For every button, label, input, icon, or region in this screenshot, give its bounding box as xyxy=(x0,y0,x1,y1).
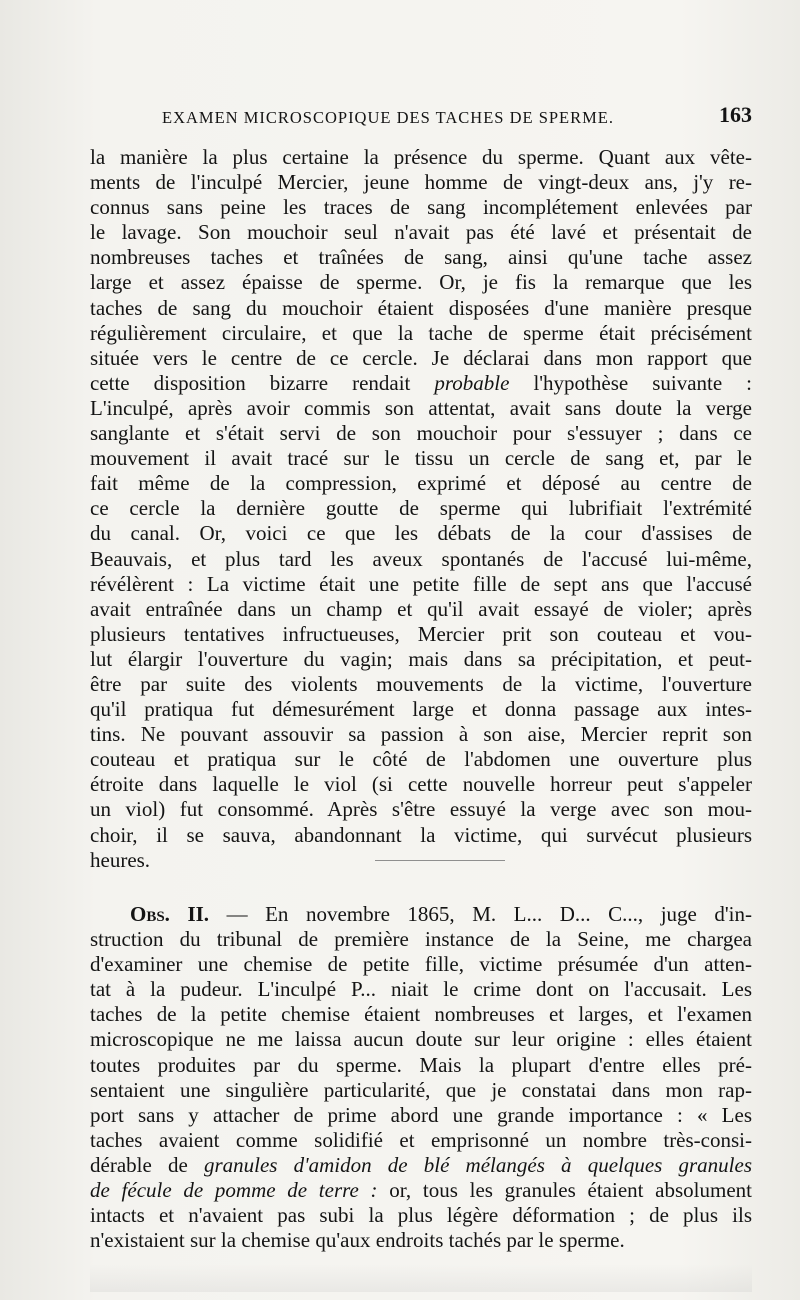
page-number: 163 xyxy=(719,102,752,127)
italic-phrase: granules d'amidon de blé mélangés à quelques granules xyxy=(203,1152,753,1177)
text-line: struction du tribunal de première instance de la Seine, me chargea xyxy=(90,927,752,952)
text-line-with-italic xyxy=(90,371,752,396)
text-line: un viol) fut consommé. Après s'être essuyé la verge avec son mou- xyxy=(90,797,752,822)
text-line: lut élargir l'ouverture du vagin; mais dans sa précipitation, et peut- xyxy=(90,646,752,671)
running-header xyxy=(90,100,752,132)
body-text xyxy=(90,145,752,873)
text-line: taches de la petite chemise étaient nombreuses et larges, et l'examen xyxy=(90,1002,752,1027)
text-line: taches de sang du mouchoir étaient disposées d'une manière presque xyxy=(90,295,752,320)
text-line: Beauvais, et plus tard les aveux spontanés de l'accusé lui-même, xyxy=(90,546,752,571)
text-line: intacts et n'avaient pas subi la plus légère déformation ; de plus ils xyxy=(90,1203,752,1228)
text-line: tins. Ne pouvant assouvir sa passion à son aise, Mercier reprit son xyxy=(90,722,752,747)
text-line: ments de l'inculpé Mercier, jeune homme de vingt-deux ans, j'y re- xyxy=(90,170,752,195)
line-segment: l'hypothèse suivante : xyxy=(533,370,753,395)
text-line: sentaient une singulière particularité, que je constatai dans mon rap- xyxy=(90,1077,752,1102)
section-separator xyxy=(375,860,505,861)
text-line: nombreuses taches et traînées de sang, ainsi qu'une tache assez xyxy=(90,245,752,270)
line-segment: dérable de xyxy=(90,1152,188,1177)
line-segment: cette disposition bizarre rendait xyxy=(90,370,411,395)
text-line: être par suite des violents mouvements de la victime, l'ouverture xyxy=(90,671,752,696)
running-title: EXAMEN MICROSCOPIQUE DES TACHES DE SPERME. xyxy=(162,108,615,127)
text-line: plusieurs tentatives infructueuses, Mercier prit son couteau et vou- xyxy=(90,621,752,646)
text-line: n'existaient sur la chemise qu'aux endroits tachés par le sperme. xyxy=(90,1228,625,1253)
text-line: située vers le centre de ce cercle. Je déclarai dans mon rapport que xyxy=(90,345,752,370)
text-line: tat à la pudeur. L'inculpé P... niait le crime dont on l'accusait. Les xyxy=(90,977,752,1002)
text-line: d'examiner une chemise de petite fille, victime présumée d'un atten- xyxy=(90,952,752,977)
text-line: mouvement il avait tracé sur le tissu un cercle de sang et, par le xyxy=(90,446,752,471)
text-line: du canal. Or, voici ce que les débats de la cour d'assises de xyxy=(90,521,752,546)
text-line: choir, il se sauva, abandonnant la victime, qui survécut plusieurs xyxy=(90,822,752,847)
text-line: sanglante et s'était servi de son mouchoir pour s'essuyer ; dans ce xyxy=(90,421,752,446)
page-bottom-shadow xyxy=(90,1264,752,1292)
line-segment: — En novembre 1865, M. L... D... C..., juge d'in- xyxy=(226,902,752,926)
text-line: L'inculpé, après avoir commis son attentat, avait sans doute la verge xyxy=(90,395,752,420)
text-line-with-italic xyxy=(90,1178,752,1203)
observation-heading-line xyxy=(90,902,752,927)
paragraph-mercier-case xyxy=(90,145,752,873)
text-line: microscopique ne me laissa aucun doute sur leur origine : elles étaient xyxy=(90,1027,752,1052)
text-line: le lavage. Son mouchoir seul n'avait pas été lavé et présentait de xyxy=(90,220,752,245)
text-line: la manière la plus certaine la présence du sperme. Quant aux vête- xyxy=(90,145,752,169)
text-line: couteau et pratiqua sur le côté de l'abdomen une ouverture plus xyxy=(90,747,752,772)
text-line: toutes produites par du sperme. Mais la plupart d'entre elles pré- xyxy=(90,1052,752,1077)
text-line: avait entraînée dans un champ et qu'il avait essayé de violer; après xyxy=(90,596,752,621)
text-line: étroite dans laquelle le viol (si cette nouvelle horreur peut s'appeler xyxy=(90,772,752,797)
text-line: révélèrent : La victime était une petite fille de sept ans que l'accusé xyxy=(90,571,752,596)
text-line: large et assez épaisse de sperme. Or, je fis la remarque que les xyxy=(90,270,752,295)
italic-phrase: de fécule de pomme de terre : xyxy=(90,1178,378,1203)
line-segment: or, tous les granules étaient absolument xyxy=(389,1178,753,1203)
text-line: fait même de la compression, exprimé et déposé au centre de xyxy=(90,471,752,496)
text-line: taches avaient comme solidifié et emprisonné un nombre très-consi- xyxy=(90,1127,752,1152)
text-line: heures. xyxy=(90,847,151,872)
italic-word: probable xyxy=(434,370,510,395)
text-line: régulièrement circulaire, et que la tache de sperme était précisément xyxy=(90,320,752,345)
text-line: ce cercle la dernière goutte de sperme qui lubrifiait l'extrémité xyxy=(90,496,752,521)
observation-label: Obs. II. xyxy=(130,902,210,926)
text-line: qu'il pratiqua fut démesurément large et donna passage aux intes- xyxy=(90,697,752,722)
text-line: port sans y attacher de prime abord une grande importance : « Les xyxy=(90,1102,752,1127)
text-line-with-italic xyxy=(90,1153,752,1178)
text-line: connus sans peine les traces de sang incomplétement enlevées par xyxy=(90,195,752,220)
paragraph-observation-ii xyxy=(90,902,752,1253)
